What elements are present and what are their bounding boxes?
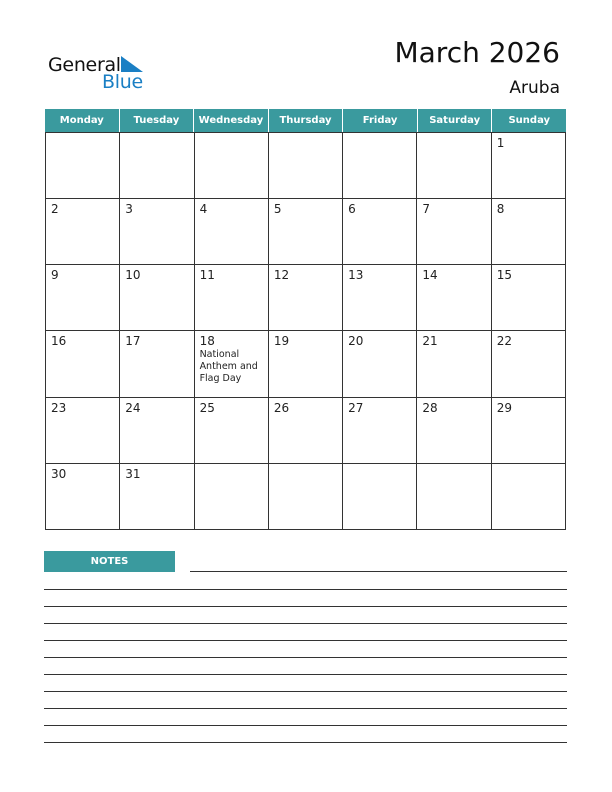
logo-triangle-icon bbox=[121, 56, 143, 72]
day-number: 19 bbox=[273, 334, 290, 349]
day-cell[interactable] bbox=[269, 265, 343, 331]
day-cell[interactable] bbox=[120, 464, 194, 530]
weekday-header-thursday: Thursday bbox=[269, 109, 344, 132]
day-cell[interactable] bbox=[343, 133, 417, 199]
day-number: 11 bbox=[199, 268, 215, 283]
note-line bbox=[44, 623, 567, 624]
weekday-header-monday: Monday bbox=[45, 109, 120, 132]
day-number: 24 bbox=[125, 400, 141, 415]
day-cell[interactable] bbox=[46, 199, 120, 265]
day-number: 21 bbox=[422, 334, 438, 349]
day-cell[interactable] bbox=[492, 199, 566, 265]
day-cell[interactable] bbox=[417, 331, 491, 397]
day-cell[interactable] bbox=[492, 398, 566, 464]
note-line bbox=[44, 674, 567, 675]
day-number: 31 bbox=[125, 466, 141, 481]
day-cell[interactable] bbox=[343, 398, 417, 464]
day-number: 18 bbox=[199, 334, 215, 349]
day-cell[interactable] bbox=[343, 464, 417, 530]
day-cell[interactable] bbox=[492, 265, 566, 331]
day-cell[interactable] bbox=[120, 398, 194, 464]
logo-word-blue: Blue bbox=[102, 71, 143, 93]
day-number: 22 bbox=[496, 334, 512, 349]
day-cell[interactable] bbox=[46, 133, 120, 199]
day-cell[interactable] bbox=[46, 331, 120, 397]
note-line bbox=[44, 657, 567, 658]
day-number: 25 bbox=[199, 400, 215, 415]
day-number: 12 bbox=[273, 268, 290, 283]
day-cell[interactable] bbox=[195, 331, 269, 397]
day-cell[interactable] bbox=[417, 464, 491, 530]
note-line bbox=[44, 725, 567, 726]
day-cell[interactable] bbox=[269, 133, 343, 199]
day-cell[interactable] bbox=[343, 331, 417, 397]
weekday-header-saturday: Saturday bbox=[418, 109, 493, 132]
day-cell[interactable] bbox=[417, 265, 491, 331]
day-cell[interactable] bbox=[195, 464, 269, 530]
day-cell[interactable] bbox=[492, 133, 566, 199]
day-cell[interactable] bbox=[120, 199, 194, 265]
day-number: 2 bbox=[51, 202, 59, 217]
day-number: 7 bbox=[422, 202, 431, 217]
day-number: 13 bbox=[348, 268, 364, 283]
day-cell[interactable] bbox=[269, 331, 343, 397]
day-cell[interactable] bbox=[46, 398, 120, 464]
day-number: 20 bbox=[348, 334, 364, 349]
day-cell[interactable] bbox=[195, 199, 269, 265]
day-cell[interactable] bbox=[120, 265, 194, 331]
calendar-body bbox=[45, 132, 566, 530]
day-cell[interactable] bbox=[120, 331, 194, 397]
day-number: 9 bbox=[51, 268, 59, 283]
day-cell[interactable] bbox=[269, 398, 343, 464]
day-number: 23 bbox=[51, 400, 67, 415]
day-number: 6 bbox=[348, 202, 356, 217]
day-cell[interactable] bbox=[46, 464, 120, 530]
note-line bbox=[44, 708, 567, 709]
day-number: 10 bbox=[125, 268, 141, 283]
note-line bbox=[44, 742, 567, 743]
weekday-header-wednesday: Wednesday bbox=[194, 109, 269, 132]
note-line bbox=[44, 606, 567, 607]
day-cell[interactable] bbox=[343, 199, 417, 265]
notes-label: NOTES bbox=[44, 551, 175, 572]
note-line bbox=[44, 589, 567, 590]
note-line bbox=[44, 691, 567, 692]
day-cell[interactable] bbox=[195, 265, 269, 331]
day-cell[interactable] bbox=[195, 133, 269, 199]
country-name: Aruba bbox=[509, 78, 560, 98]
day-cell[interactable] bbox=[417, 133, 491, 199]
day-number: 28 bbox=[422, 400, 438, 415]
day-number: 3 bbox=[125, 202, 133, 217]
day-cell[interactable] bbox=[195, 398, 269, 464]
page-title: March 2026 bbox=[394, 36, 560, 69]
weekday-header-tuesday: Tuesday bbox=[120, 109, 195, 132]
day-cell[interactable] bbox=[269, 464, 343, 530]
day-cell[interactable] bbox=[269, 199, 343, 265]
note-line bbox=[190, 571, 567, 572]
day-cell[interactable] bbox=[343, 265, 417, 331]
logo-word-general: General bbox=[48, 54, 121, 76]
day-cell[interactable] bbox=[492, 464, 566, 530]
day-number: 29 bbox=[496, 400, 512, 415]
day-number: 15 bbox=[496, 268, 512, 283]
day-cell[interactable] bbox=[46, 265, 120, 331]
day-number: 4 bbox=[199, 202, 208, 217]
day-number: 30 bbox=[51, 466, 67, 481]
weekday-header-sunday: Sunday bbox=[492, 109, 566, 132]
day-number: 27 bbox=[348, 400, 364, 415]
day-cell[interactable] bbox=[492, 331, 566, 397]
note-line bbox=[44, 640, 567, 641]
day-number: 5 bbox=[273, 202, 282, 217]
weekday-header-friday: Friday bbox=[343, 109, 418, 132]
day-number: 16 bbox=[51, 334, 67, 349]
day-number: 14 bbox=[422, 268, 438, 283]
day-number: 8 bbox=[496, 202, 505, 217]
day-number: 1 bbox=[496, 136, 505, 150]
day-number: 17 bbox=[125, 334, 141, 349]
weekday-header-row bbox=[45, 109, 566, 132]
day-cell[interactable] bbox=[417, 199, 491, 265]
day-cell[interactable] bbox=[120, 133, 194, 199]
calendar-grid bbox=[45, 109, 566, 530]
day-cell[interactable] bbox=[417, 398, 491, 464]
day-number: 26 bbox=[273, 400, 290, 415]
logo bbox=[48, 54, 148, 94]
holiday-label: National Anthem and Flag Day bbox=[199, 349, 258, 385]
